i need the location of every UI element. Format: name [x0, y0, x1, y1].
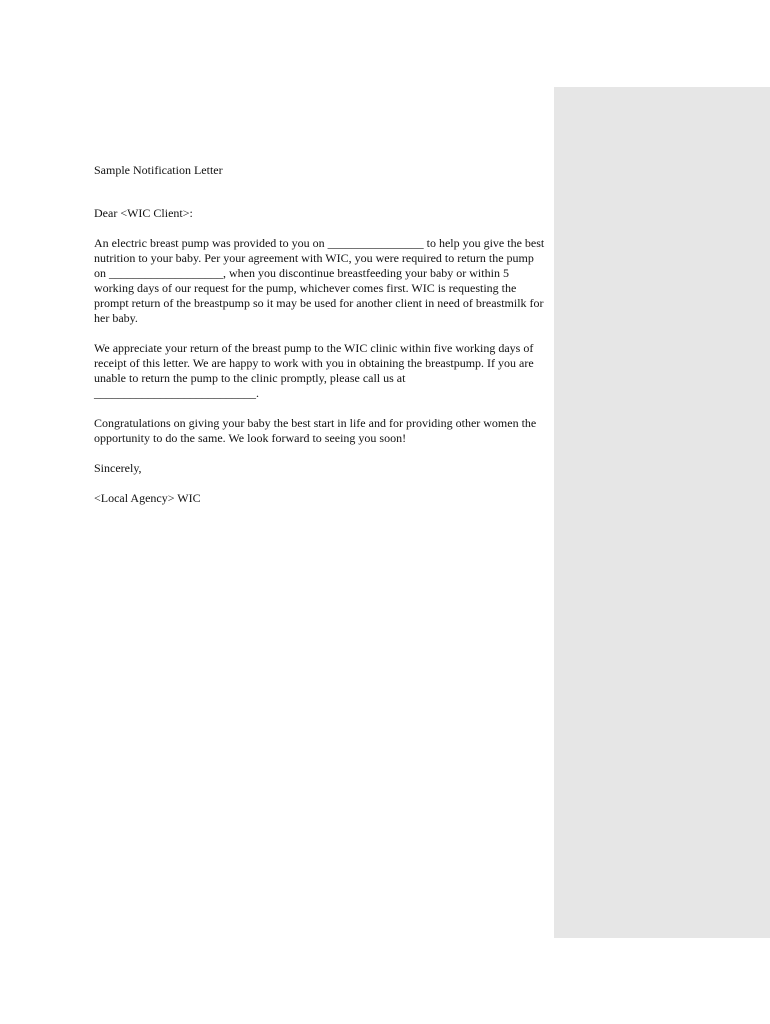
- letter-paragraph-1: An electric breast pump was provided to you on ________________ to help you give the best nutrition to your baby. Per your agreement with WIC, you were required to return the pump on ___________________, when you discontinue breastfeeding your baby or within 5 working days of our request for the pump, whichever comes first. WIC is requesting the prompt return of the breastpump so it may be used for another client in need of breastmilk for her baby.: [94, 236, 545, 325]
- letter-title: Sample Notification Letter: [94, 163, 223, 177]
- letter-body: [94, 163, 546, 506]
- letter-salutation: Dear <WIC Client>:: [94, 206, 193, 220]
- comment-margin-panel: [554, 87, 770, 938]
- letter-paragraph-2: We appreciate your return of the breast pump to the WIC clinic within five working days of receipt of this letter. We are happy to work with you in obtaining the breastpump. If you are unable to return the pump to the clinic promptly, please call us at ___________________________.: [94, 341, 534, 400]
- letter-signature: <Local Agency> WIC: [94, 491, 201, 505]
- letter-paragraph-3: Congratulations on giving your baby the best start in life and for providing other women the opportunity to do the same. We look forward to seeing you soon!: [94, 416, 537, 445]
- letter-closing: Sincerely,: [94, 461, 142, 475]
